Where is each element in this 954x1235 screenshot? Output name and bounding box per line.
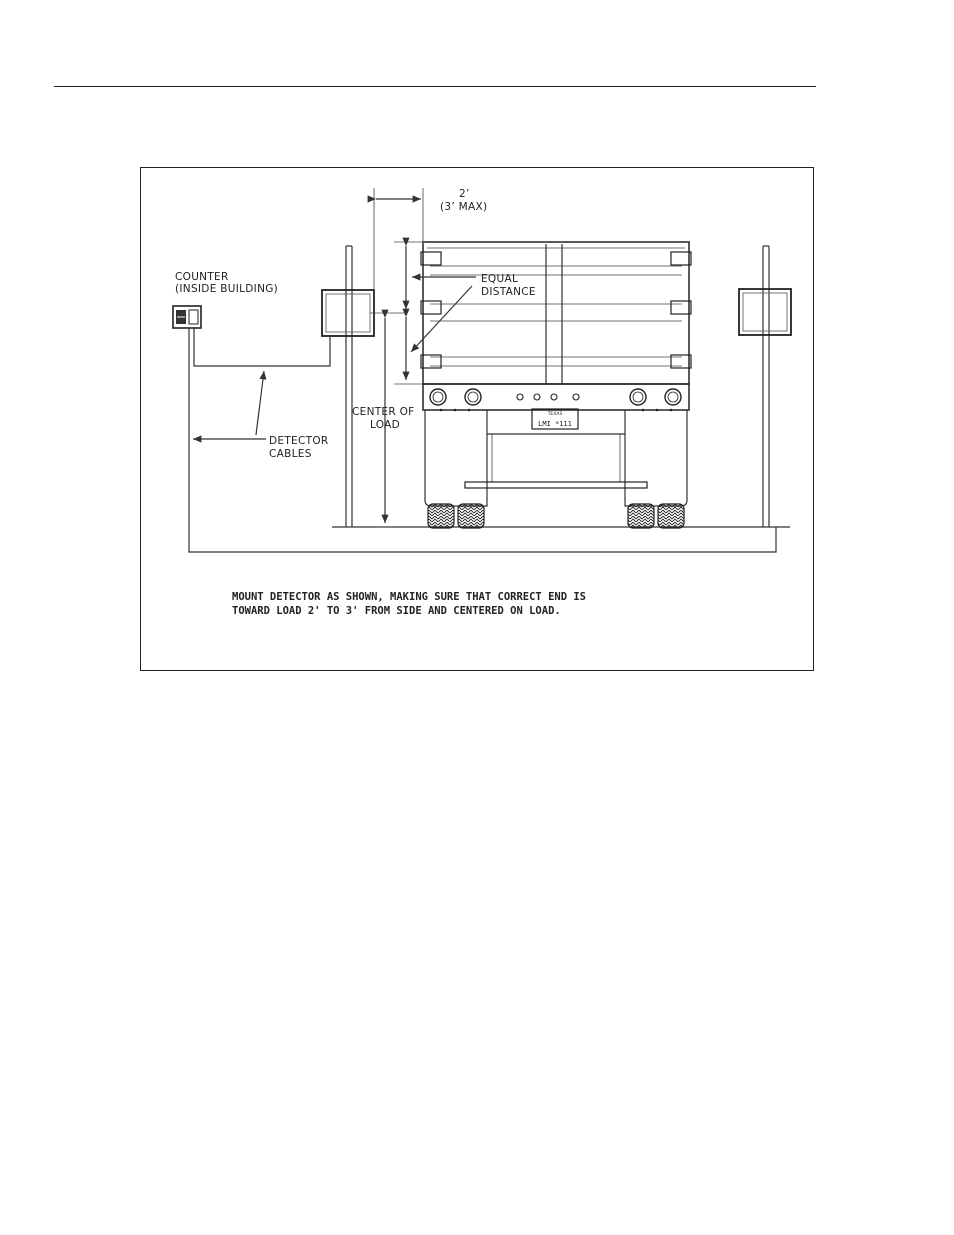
detector-label: DETECTOR [269, 435, 329, 447]
dimension-side-gap [374, 188, 423, 290]
cable-leaders [193, 371, 266, 439]
right-detector-assembly [739, 246, 791, 527]
counter-sublabel: (INSIDE BUILDING) [175, 283, 279, 295]
cables-label: CABLES [269, 448, 312, 460]
license-plate [532, 409, 578, 429]
equal-label: EQUAL [481, 273, 519, 285]
mounting-note-line-1: MOUNT DETECTOR AS SHOWN, MAKING SURE THAT CORRECT END IS [232, 591, 587, 603]
plate-state: TEXAS [547, 412, 563, 417]
dimension-max-label: (3’ MAX) [440, 201, 488, 213]
counter-label: COUNTER [175, 271, 229, 283]
left-detector-box [322, 290, 374, 336]
dimension-label: 2’ [459, 188, 470, 200]
left-detector-assembly [322, 246, 374, 527]
distance-label: DISTANCE [481, 286, 536, 298]
truck-rack [421, 242, 691, 384]
load-label: LOAD [370, 419, 401, 431]
tires [428, 504, 684, 528]
truck-rear [423, 384, 689, 411]
plate-number: LMI *111 [538, 420, 572, 428]
right-detector-box [739, 289, 791, 335]
mounting-note-line-2: TOWARD LOAD 2' TO 3' FROM SIDE AND CENTERED ON LOAD. [232, 605, 561, 617]
dimension-equal-distance [394, 242, 476, 384]
counter-unit [173, 306, 201, 328]
center-of-label: CENTER OF [352, 406, 415, 418]
